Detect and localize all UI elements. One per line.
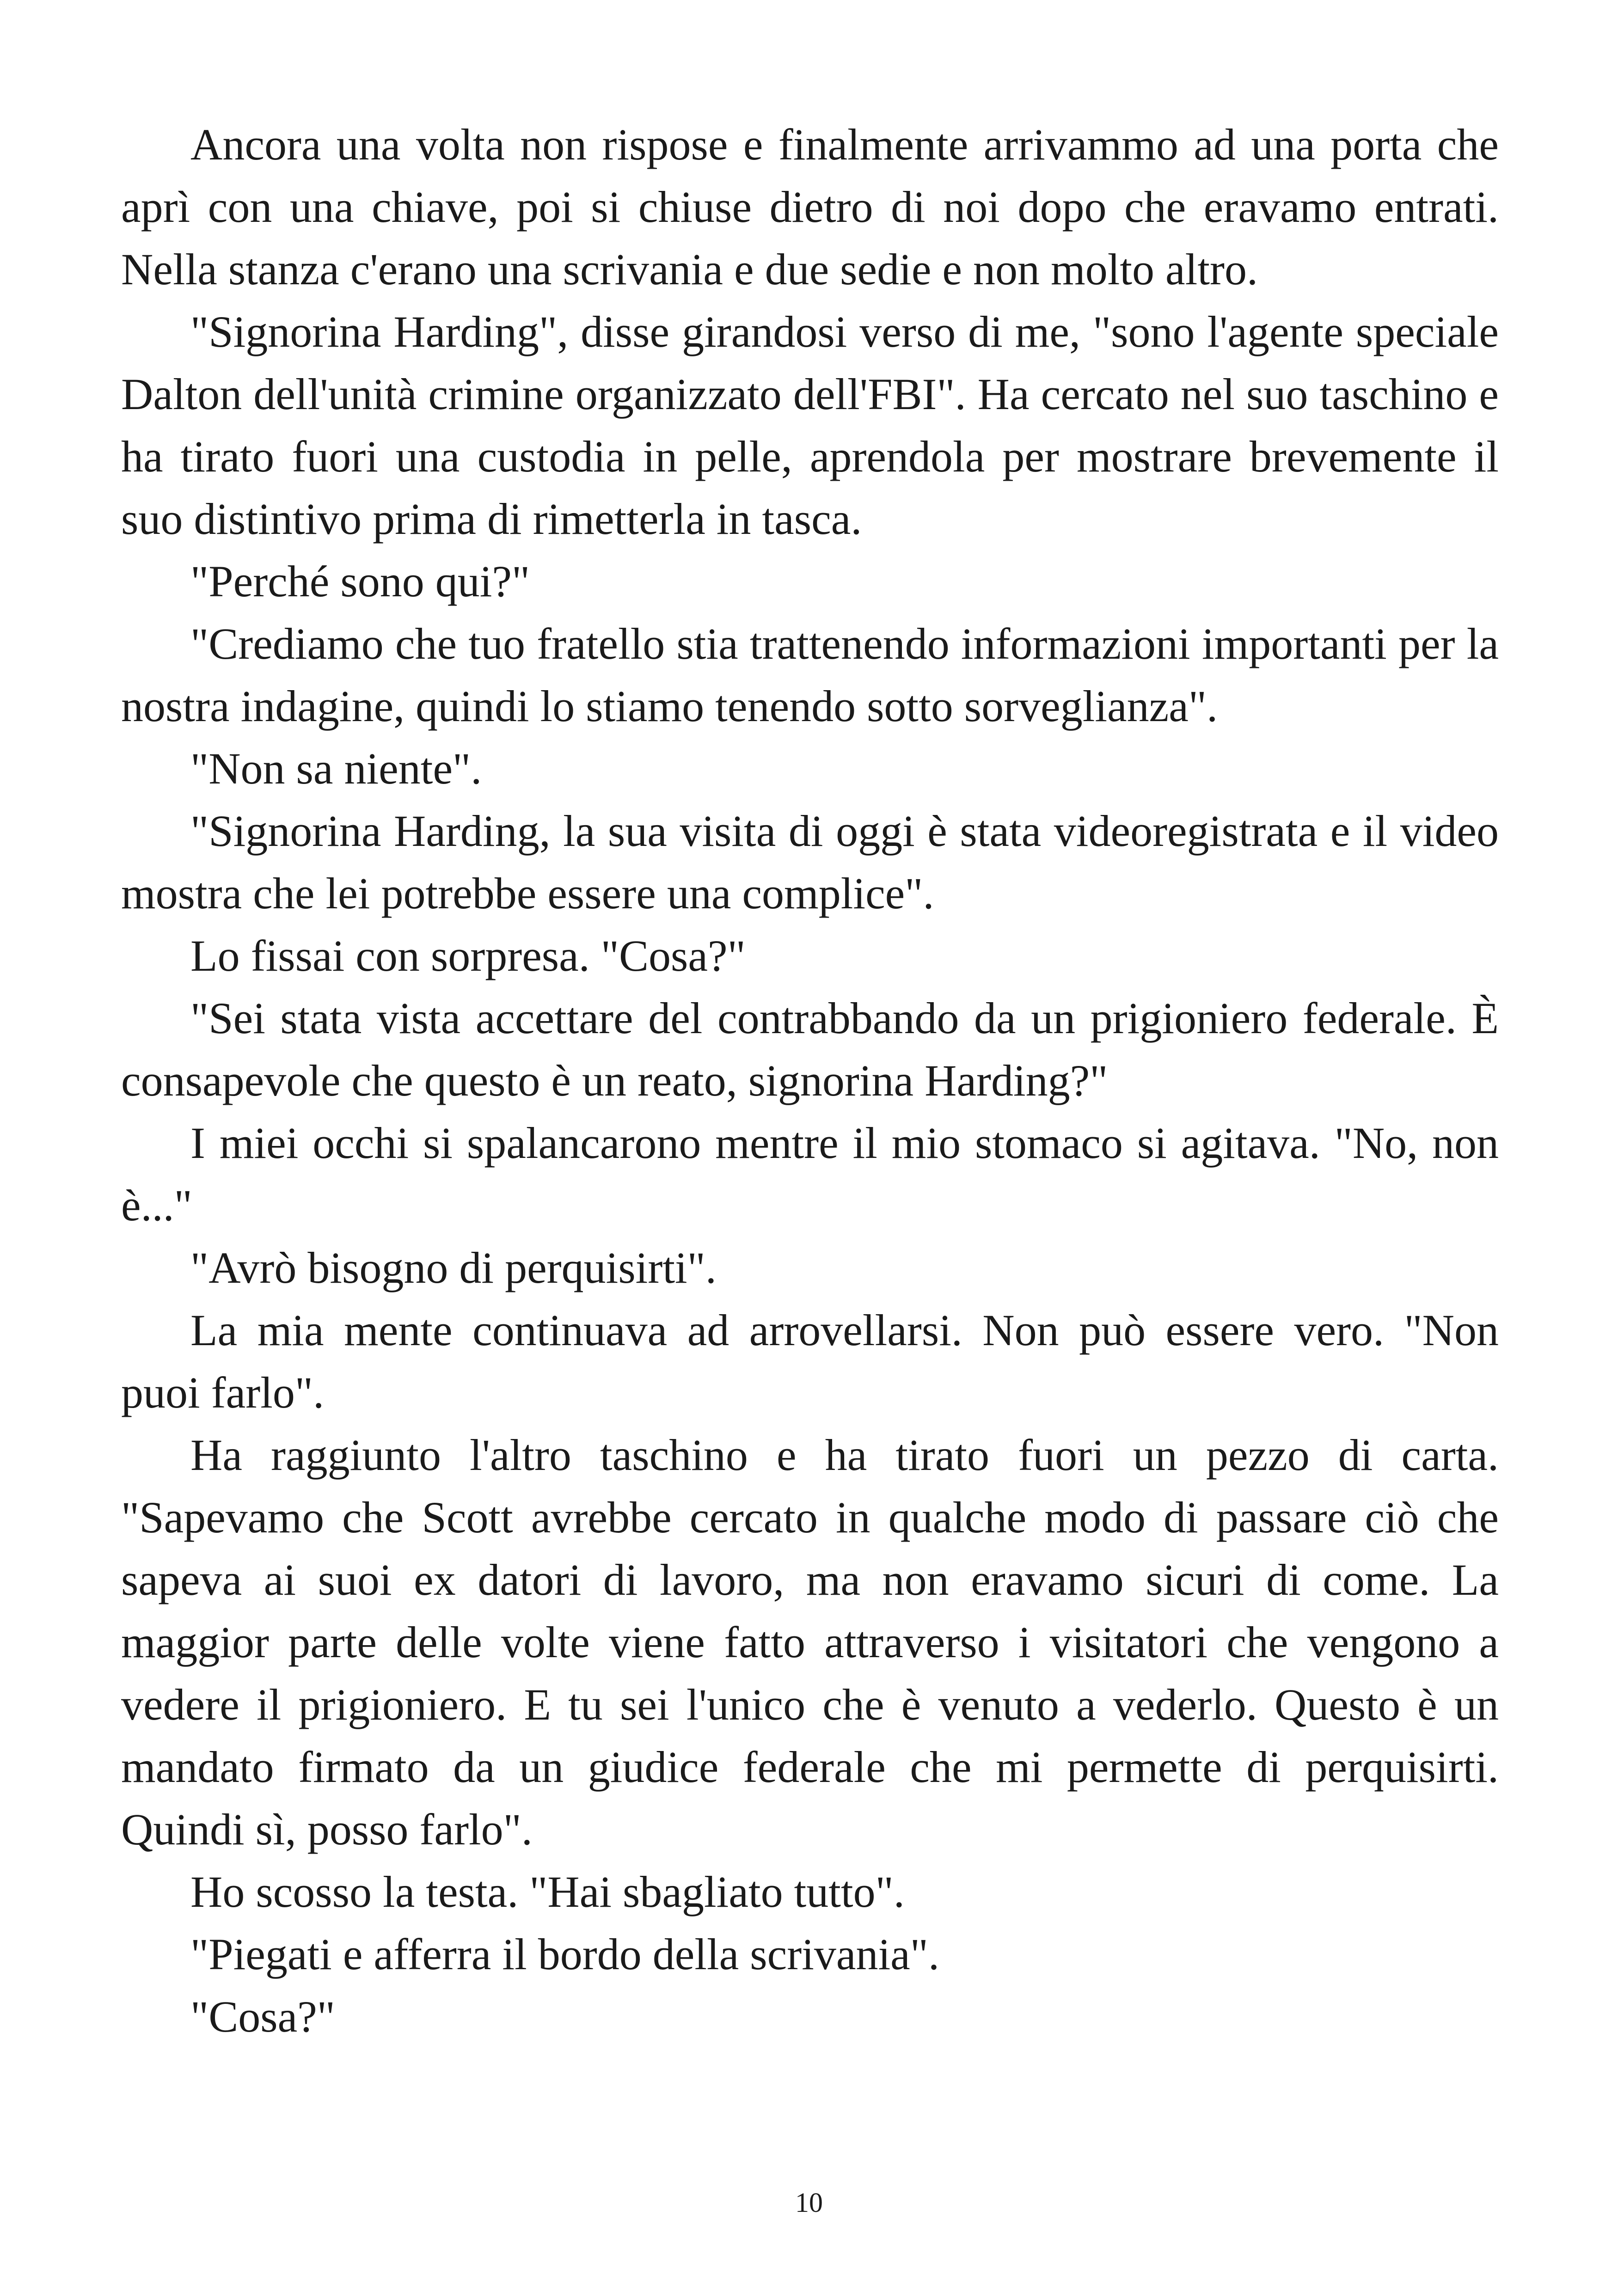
paragraph: La mia mente continuava ad arrovellarsi. Non può essere vero. "Non puoi farlo". [121, 1305, 1499, 1417]
paragraph: "Non sa niente". [190, 744, 482, 793]
paragraph: "Signorina Harding", disse girandosi verso di me, "sono l'agente speciale Dalton dell'unità crimine organizzato dell'FBI". Ha cercato nel suo taschino e ha tirato fuori una custodia in pelle, aprendola per mostrare brevemente il suo distintivo prima di rimetterla in tasca. [121, 307, 1499, 544]
page-number: 10 [795, 2187, 823, 2218]
paragraph: "Sei stata vista accettare del contrabbando da un prigioniero federale. È consapevole che questo è un reato, signorina Harding?" [121, 993, 1499, 1105]
paragraph: "Piegati e afferra il bordo della scrivania". [190, 1929, 939, 1979]
paragraph: Ancora una volta non rispose e finalmente arrivammo ad una porta che aprì con una chiave, poi si chiuse dietro di noi dopo che eravamo entrati. Nella stanza c'erano una scrivania e due sedie e non molto altro. [121, 120, 1499, 294]
paragraph: "Crediamo che tuo fratello stia trattenendo informazioni importanti per la nostra indagine, quindi lo stiamo tenendo sotto sorveglianza". [121, 619, 1499, 731]
paragraph: Ha raggiunto l'altro taschino e ha tirato fuori un pezzo di carta. "Sapevamo che Scott avrebbe cercato in qualche modo di passare ciò che sapeva ai suoi ex datori di lavoro, ma non eravamo sicuri di come. La maggior parte delle volte viene fatto attraverso i visitatori che vengono a vedere il prigioniero. E tu sei l'unico che è venuto a vederlo. Questo è un mandato firmato da un giudice federale che mi permette di perquisirti. Quindi sì, posso farlo". [121, 1430, 1499, 1854]
page-body [121, 113, 1499, 2048]
paragraph: "Avrò bisogno di perquisirti". [190, 1243, 717, 1292]
paragraph: "Signorina Harding, la sua visita di oggi è stata videoregistrata e il video mostra che lei potrebbe essere una complice". [121, 806, 1499, 918]
paragraph: Lo fissai con sorpresa. "Cosa?" [190, 931, 746, 980]
paragraph: Ho scosso la testa. "Hai sbagliato tutto". [190, 1867, 905, 1916]
paragraph: "Cosa?" [190, 1992, 335, 2041]
paragraph: "Perché sono qui?" [190, 557, 530, 606]
paragraph: I miei occhi si spalancarono mentre il mio stomaco si agitava. "No, non è..." [121, 1118, 1499, 1230]
